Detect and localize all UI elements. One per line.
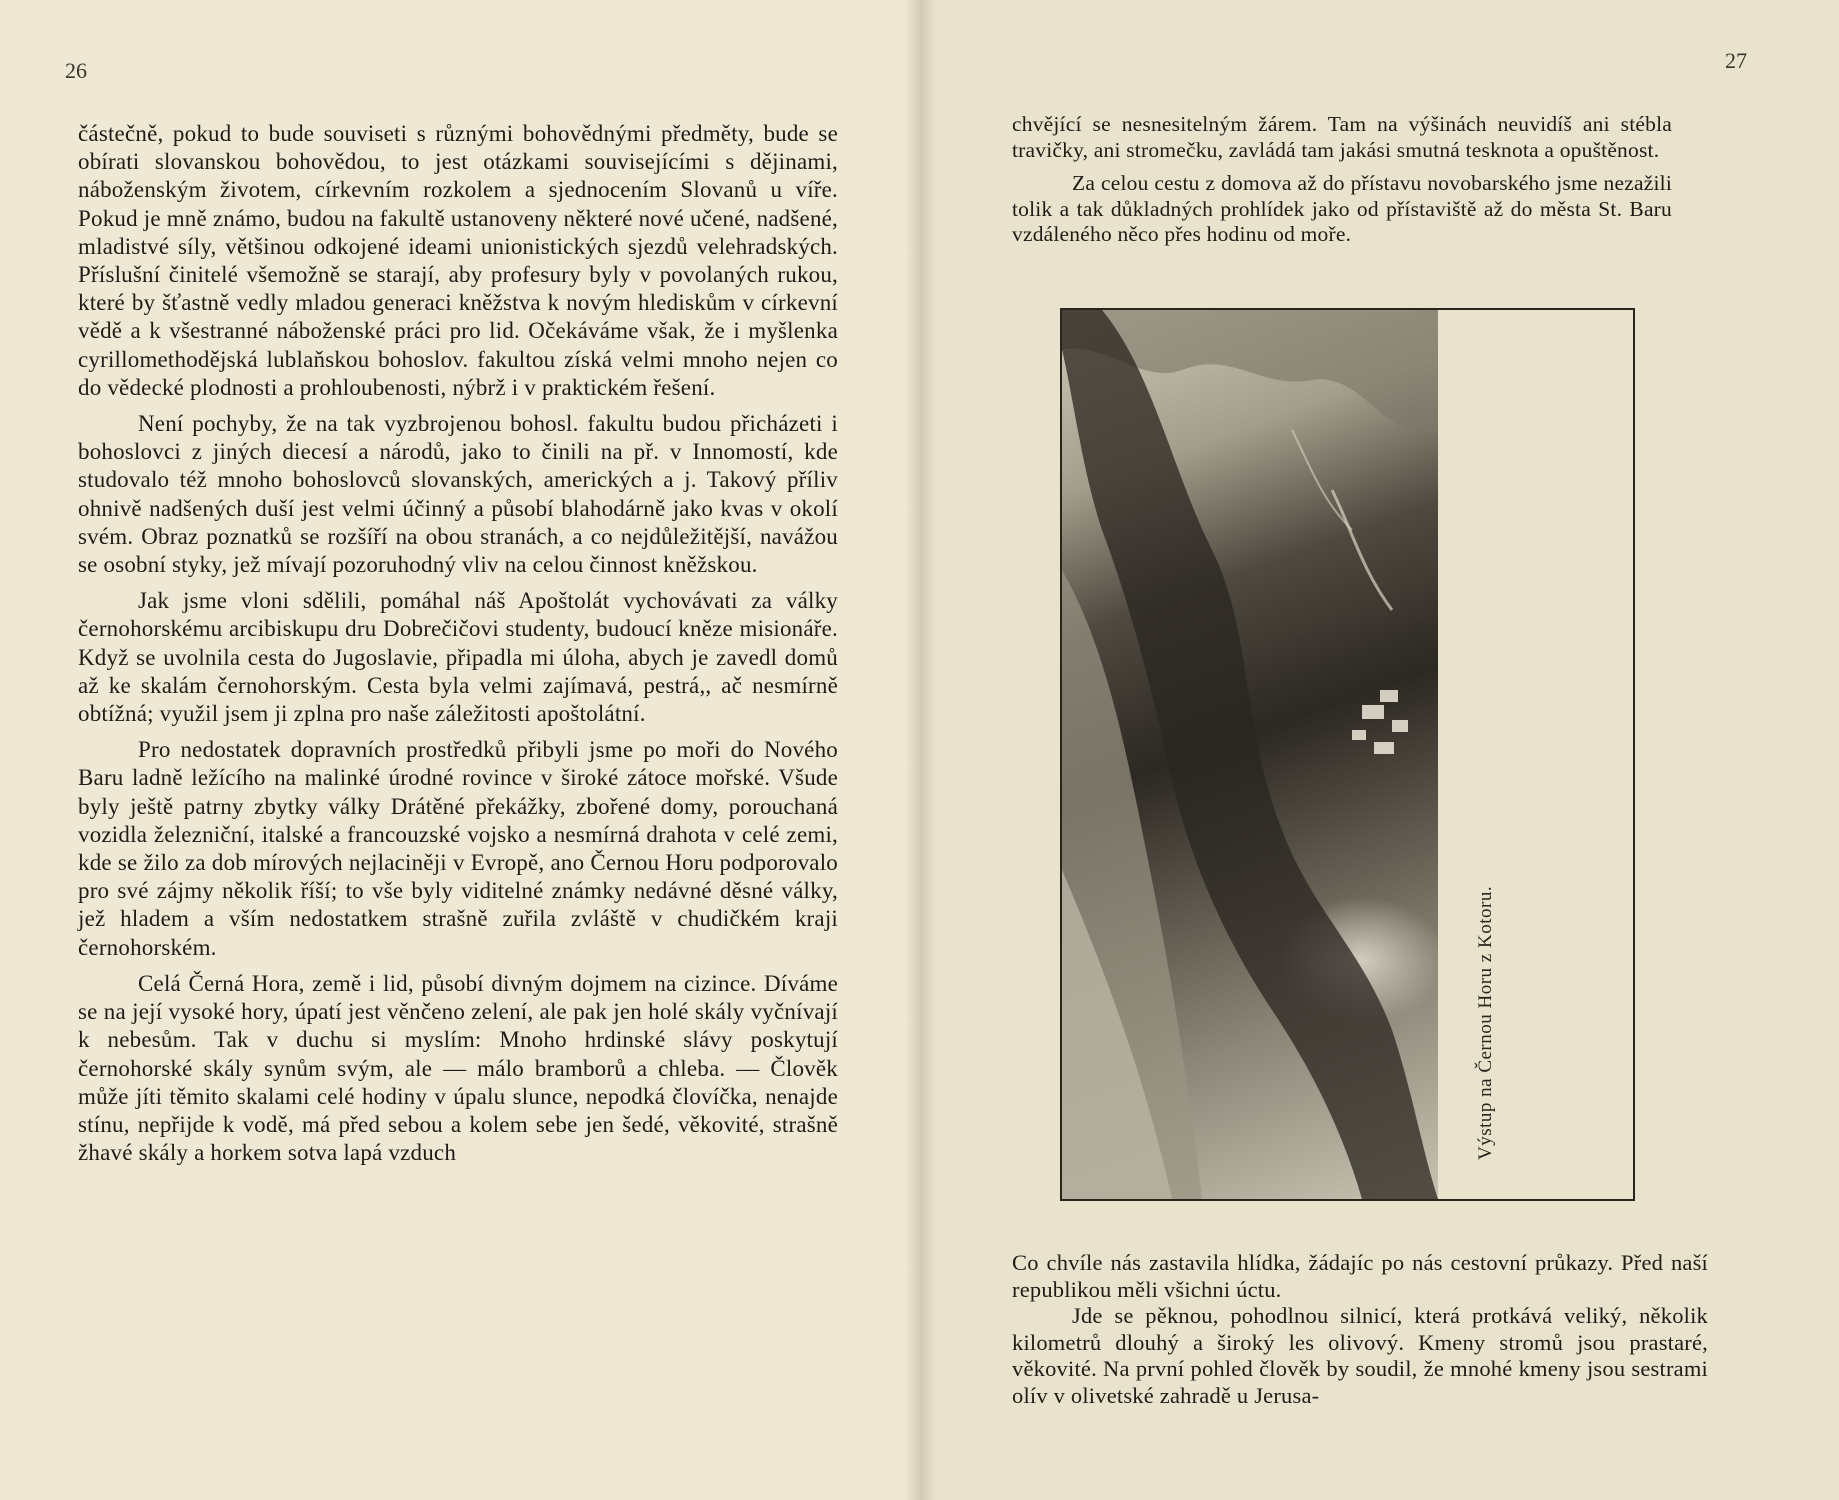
right-page-bottom-text: [1012, 1250, 1708, 1409]
photo-caption: Výstup na Černou Horu z Kotoru.: [1475, 885, 1496, 1160]
paragraph: Jde se pěknou, pohodlnou silnicí, která protkává veliký, několik kilometrů dlouhý a široký les olivový. Kmeny stromů jsou prastaré, věkovité. Na první pohled člověk by soudil, že mnohé kmeny jsou sestrami olív v olivetské zahradě u Jerusa-: [1012, 1303, 1708, 1408]
paragraph: Pro nedostatek dopravních prostředků přibyli jsme po moři do Nového Baru ladně ležícího na malinké úrodné rovince v široké zátoce mořské. Všude byly ještě patrny zbytky války Drátěné překážky, zbořené domy, porouchaná vozidla železniční, italské a francouzské vojsko a nesmírná drahota v celé zemi, kde se žilo za dob mírových nejlaciněji v Evropě, ano Černou Horu podporovalo pro své zájmy několik říší; to vše byly viditelné známky nedávné děsné války, jež hladem a vším nedostatkem strašně zuřila zvláště v chudičkém kraji černohorském.: [78, 737, 838, 960]
paragraph: Jak jsme vloni sdělili, pomáhal náš Apoštolát vychovávati za války černohorskému arcibiskupu dru Dobrečičovi studenty, budoucí kněze misionáře. Když se uvolnila cesta do Jugoslavie, připadla mi úloha, abych je zavedl domů až ke skalám černohorským. Cesta byla velmi zajímavá, pestrá,, ač nesmírně obtížná; využil jsem ji zplna pro naše záležitosti apoštolátní.: [78, 588, 838, 727]
right-page: [920, 0, 1839, 1500]
paragraph: Co chvíle nás zastavila hlídka, žádajíc po nás cestovní průkazy. Před naší republikou měli všichni úctu.: [1012, 1250, 1708, 1302]
book-gutter: [905, 0, 935, 1500]
left-page-text: [78, 120, 838, 1175]
mountain-photo-illustration: [1062, 310, 1438, 1199]
right-page-top-text: [1012, 112, 1672, 256]
page-number-right: 27: [1725, 48, 1747, 73]
paragraph: Celá Černá Hora, země i lid, působí divným dojmem na cizince. Díváme se na její vysoké hory, úpatí jest věnčeno zelení, ale pak jen holé skály vyčnívají k nebesům. Tak v duchu si myslím: Mnoho hrdinské slávy poskytují černohorské skály synům svým, ale — málo bramborů a chleba. — Člověk může jíti těmito skalami celé hodiny v úpalu slunce, nepodká človíčka, nenajde stínu, nepřijde k vodě, má před sebou a kolem sebe jen šedé, věkovité, strašně žhavé skály a horkem sotva lapá vzduch: [78, 970, 838, 1166]
paragraph: Není pochyby, že na tak vyzbrojenou bohosl. fakultu budou přicházeti i bohoslovci z jiných diecesí a národů, jako to činili na př. v Innomostí, kde studovalo též mnoho bohoslovců slovanských, amerických a j. Takový příliv ohnivě nadšených duší jest velmi účinný a působí blahodárně jako kvas v okolí svém. Obraz poznatků se rozšíří na obou stranách, a co nejdůležitější, navážou se osobní styky, jež mívají pozoruhodný vliv na celou činnost kněžskou.: [78, 411, 838, 578]
photo-frame: [1060, 308, 1635, 1201]
mountain-photo: [1062, 310, 1438, 1199]
page-number-left: 26: [65, 58, 87, 83]
paragraph: chvějící se nesnesitelným žárem. Tam na výšinách neuvidíš ani stébla travičky, ani stromečku, zavládá tam jakási smutná tesknota a opuštěnost.: [1012, 112, 1672, 162]
paragraph: částečně, pokud to bude souviseti s různými bohovědnými předměty, bude se obírati slovanskou bohovědou, to jest otázkami souvisejícími s dějinami, náboženským životem, církevním rozkolem a sjednocením Slovanů u víře. Pokud je mně známo, budou na fakultě ustanoveny některé nové učené, nadšené, mladistvé síly, většinou odkojené ideami unionistických sjezdů velehradských. Příslušní činitelé všemožně se starají, aby profesury byly v povolaných rukou, které by šťastně vedly mladou generaci kněžstva k novým hlediskům v církevní vědě a k všestranné náboženské práci pro lid. Očekáváme však, že i myšlenka cyrillomethodějská lublaňskou bohoslov. fakultou získá velmi mnoho nejen co do vědecké plodnosti a prohloubenosti, nýbrž i v praktickém řešení.: [78, 121, 838, 400]
paragraph: Za celou cestu z domova až do přístavu novobarského jsme nezažili tolik a tak důkladných prohlídek jako od přístaviště až do města St. Baru vzdáleného něco přes hodinu od moře.: [1012, 171, 1672, 246]
